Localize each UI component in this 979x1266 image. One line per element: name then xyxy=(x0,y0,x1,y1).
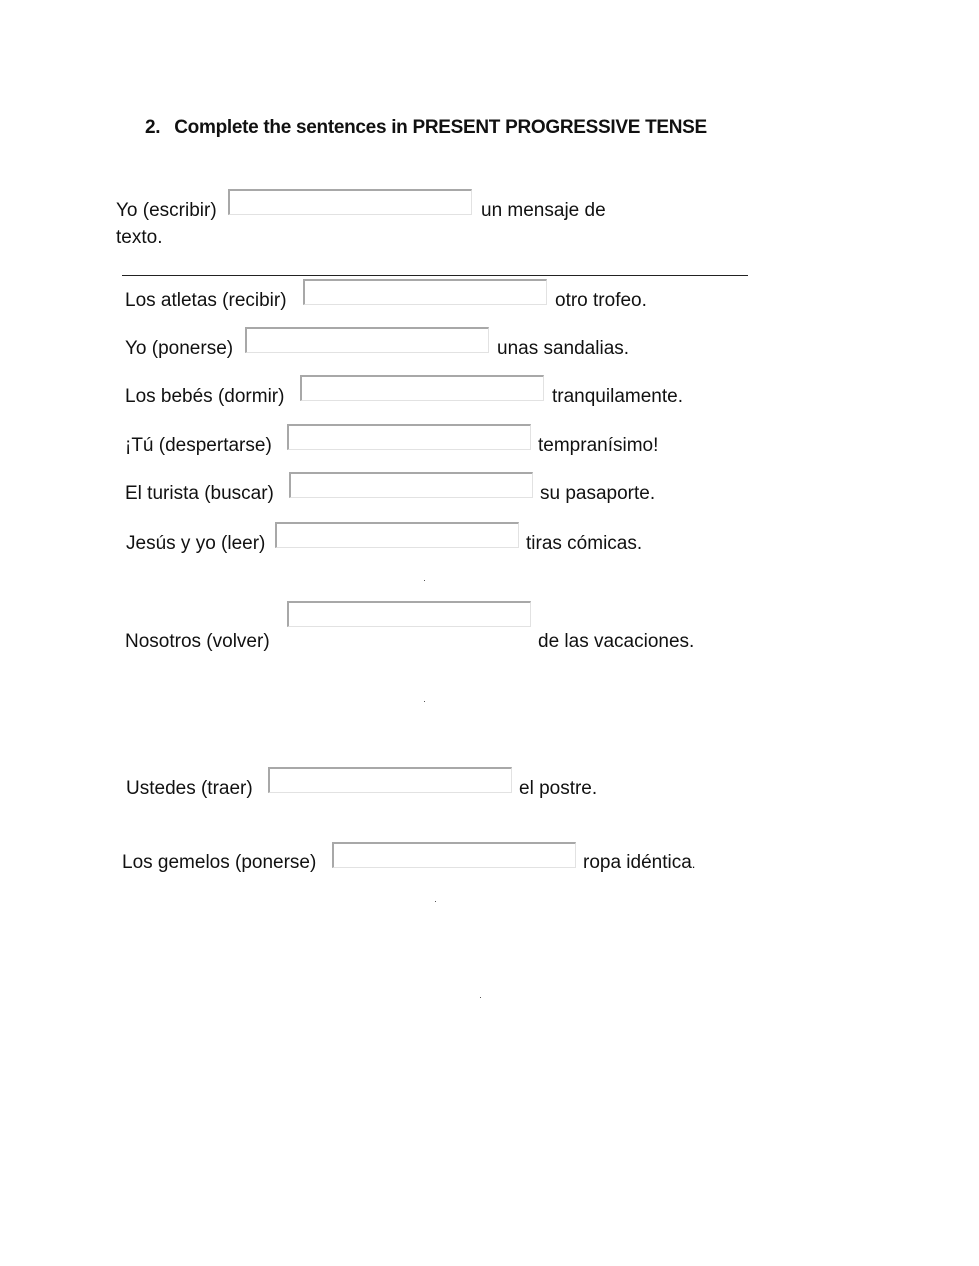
sentence-1-answer-input[interactable] xyxy=(228,189,472,215)
sentence-8-answer-input[interactable] xyxy=(287,601,531,627)
stray-mark xyxy=(480,997,481,998)
sentence-5-suffix: tempranísimo! xyxy=(538,435,659,456)
sentence-10-suffix-period: . xyxy=(691,856,696,871)
sentence-8-prefix: Nosotros (volver) xyxy=(125,631,270,652)
sentence-10-answer-input[interactable] xyxy=(332,842,576,868)
sentence-6-answer-input[interactable] xyxy=(289,472,533,498)
divider-line xyxy=(122,275,748,276)
sentence-2-answer-input[interactable] xyxy=(303,279,547,305)
sentence-5-prefix: ¡Tú (despertarse) xyxy=(125,435,272,456)
sentence-7-prefix: Jesús y yo (leer) xyxy=(126,533,266,554)
sentence-6-prefix: El turista (buscar) xyxy=(125,483,274,504)
sentence-10-prefix: Los gemelos (ponerse) xyxy=(122,852,317,873)
stray-mark xyxy=(435,901,436,902)
sentence-7-answer-input[interactable] xyxy=(275,522,519,548)
sentence-1-prefix: Yo (escribir) xyxy=(116,200,217,221)
sentence-4-prefix: Los bebés (dormir) xyxy=(125,386,285,407)
sentence-3-suffix: unas sandalias. xyxy=(497,338,630,359)
sentence-8-suffix: de las vacaciones. xyxy=(538,631,695,652)
sentence-3-answer-input[interactable] xyxy=(245,327,489,353)
sentence-2-suffix: otro trofeo. xyxy=(555,290,647,311)
stray-mark xyxy=(424,701,425,702)
sentence-5-answer-input[interactable] xyxy=(287,424,531,450)
sentence-3-prefix: Yo (ponerse) xyxy=(125,338,234,359)
sentence-9-answer-input[interactable] xyxy=(268,767,512,793)
sentence-2-prefix: Los atletas (recibir) xyxy=(125,290,287,311)
sentence-1-suffix: un mensaje de xyxy=(481,200,606,221)
exercise-instruction: Complete the sentences in PRESENT PROGRESSIVE TENSE xyxy=(174,117,707,138)
sentence-7-suffix: tiras cómicas. xyxy=(526,533,643,554)
sentence-6-suffix: su pasaporte. xyxy=(540,483,656,504)
exercise-number: 2. xyxy=(145,117,161,138)
sentence-9-prefix: Ustedes (traer) xyxy=(126,778,253,799)
sentence-10-suffix-text: ropa idéntica xyxy=(583,852,692,873)
sentence-10-suffix xyxy=(583,851,695,876)
sentence-4-answer-input[interactable] xyxy=(300,375,544,401)
exercise-heading xyxy=(145,117,707,139)
sentence-4-suffix: tranquilamente. xyxy=(552,386,683,407)
sentence-9-suffix: el postre. xyxy=(519,778,598,799)
stray-mark xyxy=(424,580,425,581)
sentence-1-suffix-line2: texto. xyxy=(116,227,163,248)
